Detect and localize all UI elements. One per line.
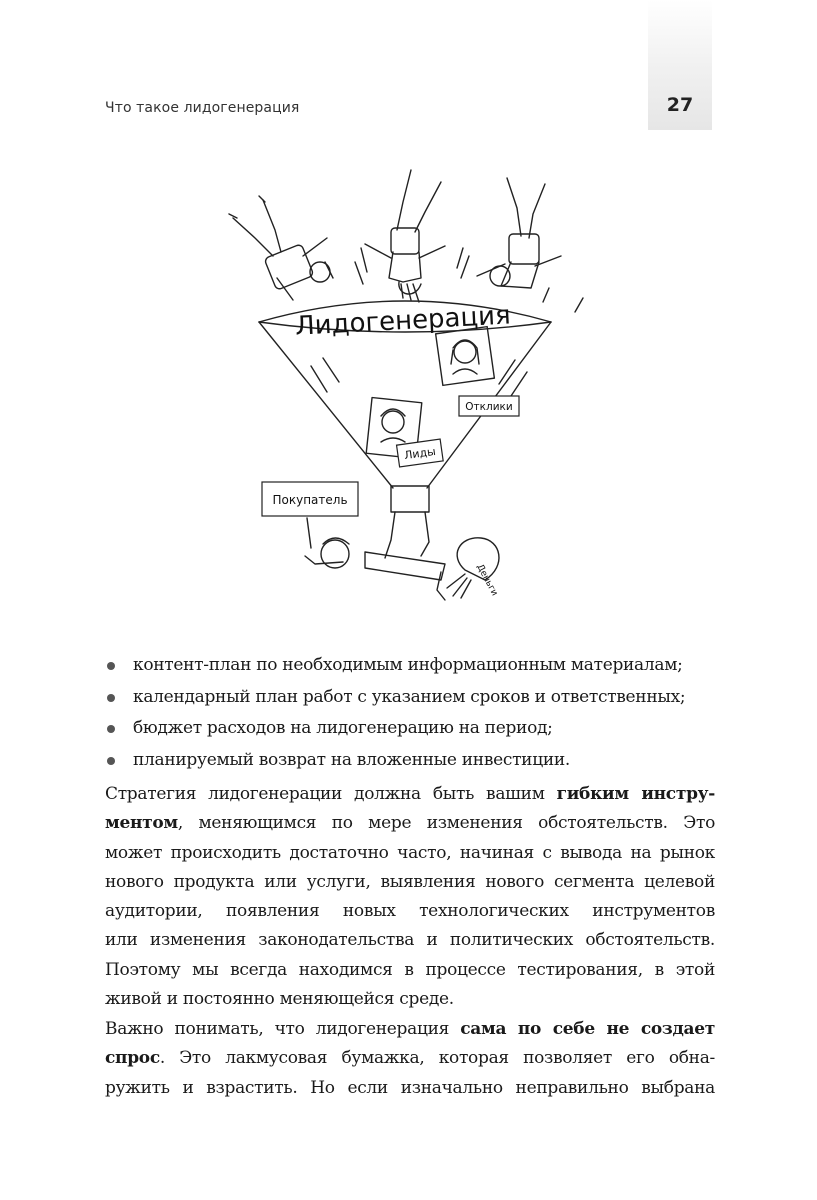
running-title: Что такое лидогенерация [105,100,300,116]
falling-person-icon [365,170,445,302]
buyer-sign [262,482,358,516]
paragraph-demand: Важно понимать, что лидогенерация сама по себе не создает спрос. Это лакмусовая бумажка, которая позволяет его обна- ружить и взрастить. Но если изначально неправильно выбрана [105,1019,715,1098]
bullet-icon [107,694,115,702]
bullet-icon [107,725,115,733]
leads-label [397,439,444,467]
bullet-list [105,650,720,776]
responses-label [459,396,519,416]
falling-person-icon [229,196,330,300]
paragraph-strategy: Стратегия лидогенерации должна быть вашим гибким инстру- ментом, меняющимся по мере изменения обстоятельств. Это может происходить достаточно часто, начиная с вывода на рынок нового продукта или услуги, выявления нового сегмента целевой аудитории, появления новых технологических инструментов или изменения законодательства и политических обстоятельств. Поэтому мы всегда находимся в процессе тестирования, в этой живой и постоянно меняющейся среде. [105,784,715,1010]
list-item: планируемый возврат на вложенные инвестиции. [105,745,720,777]
svg-text:Лиды: Лиды [403,444,437,463]
svg-text:Покупатель: Покупатель [272,493,348,507]
money-label: Деньги [474,562,500,598]
list-item: бюджет расходов на лидогенерацию на период; [105,713,720,745]
svg-text:Отклики: Отклики [465,401,513,413]
funnel-title: Лидогенерация [294,300,512,342]
falling-person-icon [477,178,561,288]
lead-funnel-illustration [215,160,605,620]
bullet-icon [107,757,115,765]
list-item: календарный план работ с указанием сроков и ответственных; [105,682,720,714]
bullet-icon [107,662,115,670]
page-number: 27 [666,94,694,116]
list-item: контент-план по необходимым информационным материалам; [105,650,720,682]
